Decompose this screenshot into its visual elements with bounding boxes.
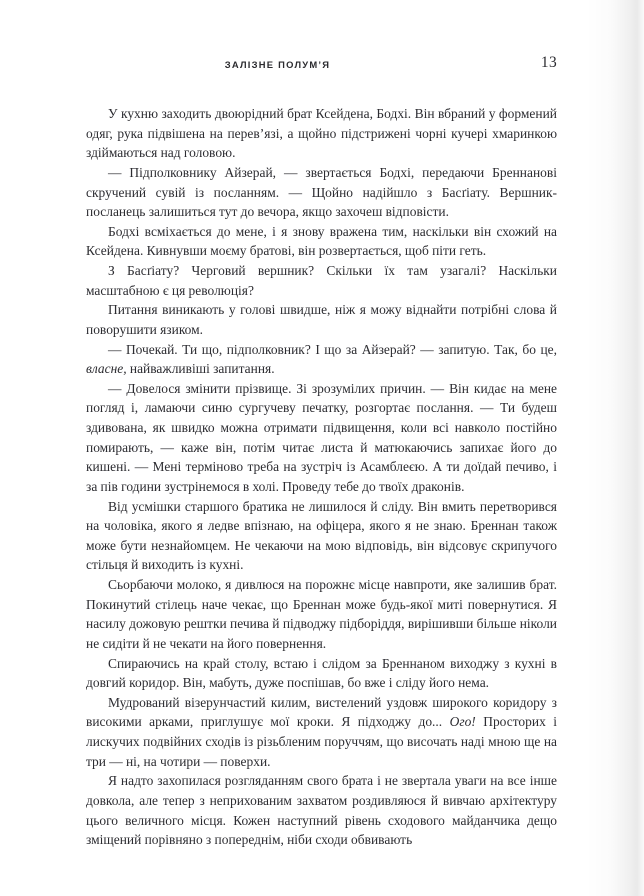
paragraph (86, 340, 557, 379)
paragraph-text: Від усмішки старшого братика не лишилося й сліду. Він вмить перетворився на чоловіка, якого я ледве впізнаю, на офіцера, якого я не знаю. Бреннан також може бути незнайомцем. Не чекаючи на мою відповідь, він відсовує скрипучого стільця й виходить із кухні. (86, 498, 557, 573)
paragraph-text: — Підполковнику Айзерай, — звертається Бодхі, передаючи Бреннанові скручений сувій із посланням. — Щойно надійшло з Басґіату. Вершник-посланець залишиться тут до вечора, якщо захочеш відповісти. (86, 164, 557, 220)
paragraph (86, 575, 557, 654)
paragraph (86, 497, 557, 576)
paragraph-text: З Басґіату? Черговий вершник? Скільки їх там узагалі? Наскільки масштабною є ця революція? (86, 263, 557, 298)
page-number: 13 (540, 54, 557, 71)
running-head (86, 54, 557, 79)
paragraph (86, 104, 557, 163)
paragraph-text: найважливіші запитання. (126, 361, 275, 377)
paragraph-text: Мудрований візерунчастий килим, вистелений уздовж широкого коридору з високими арками, приглушує мої кроки. Я підходжу до... (86, 694, 557, 730)
paragraph-text: Бодхі всміхається до мене, і я знову вражена тим, наскільки він схожий на Ксейдена. Кивнувши моєму братові, він розвертається, щоб піти геть. (86, 223, 557, 259)
paragraph-text: У кухню заходить двоюрідний брат Ксейдена, Бодхі. Він вбраний у формений одяг, рука підвішена на перев’язі, а щойно підстрижені чорні кучері хмаринкою здіймаються над головою. (86, 106, 557, 161)
emphasis-text: Ого! (449, 714, 476, 730)
paragraph (86, 379, 557, 497)
running-head-title: ЗАЛІЗНЕ ПОЛУМ’Я (224, 59, 331, 70)
paragraph (86, 222, 557, 261)
paragraph (86, 163, 557, 222)
paragraph-text: Я надто захопилася розгляданням свого брата і не звертала уваги на все інше довкола, але тепер з неприхованим захватом роздивляюся й вивчаю архітектуру цього величного місця. Кожен наступний рівень сходового майданчика дещо зміщений порівняно з попереднім, ніби сходи обвивають (86, 773, 557, 848)
paragraph (86, 261, 557, 300)
paragraph-text: — Почекай. Ти що, підполковник? І що за Айзерай? — запитую. Так, бо це, (108, 341, 557, 357)
paragraph-text: Сьорбаючи молоко, я дивлюся на порожнє місце навпроти, яке залишив брат. Покинутий стілець наче чекає, що Бреннан може будь-якої миті повернутися. Я насилу дожовую рештки печива й підводжу підборіддя, вирішивши більше ніколи не сидіти й не чекати на його повернення. (86, 577, 557, 651)
paragraph (86, 771, 557, 850)
paragraph-text: Просторих і лискучих подвійних сходів із різьбленим поруччям, що височать наді мною ще на три — ні, на чотири — поверхи. (86, 714, 557, 769)
paragraph-text: Питання виникають у голові швидше, ніж я можу віднайти потрібні слова й поворушити язиком. (86, 302, 557, 337)
paragraph-text: Спираючись на край столу, встаю і слідом за Бреннаном виходжу з кухні в довгий коридор. Він, мабуть, дуже поспішав, бо вже і сліду його нема. (86, 655, 557, 691)
page-edge-shadow (586, 0, 644, 896)
emphasis-text: власне, (86, 361, 127, 377)
paragraph (86, 654, 557, 693)
paragraph (86, 300, 557, 339)
paragraph-text: — Довелося змінити прізвище. Зі зрозумілих причин. — Він кидає на мене погляд і, ламаючи синю сургучеву печатку, розгортає послання. — Ти будеш здивована, як швидко можна отримати підвищення, коли всі навколо постійно помирають, — каже він, потім читає листа й матюкаючись запихає його до кишені. — Мені терміново треба на зустріч із Асамблеєю. А ти доїдай печиво, і за пів години зустрінемося в холі. Проведу тебе до твоїх драконів. (86, 380, 557, 494)
body-text-block (86, 104, 557, 850)
paragraph (86, 693, 557, 772)
